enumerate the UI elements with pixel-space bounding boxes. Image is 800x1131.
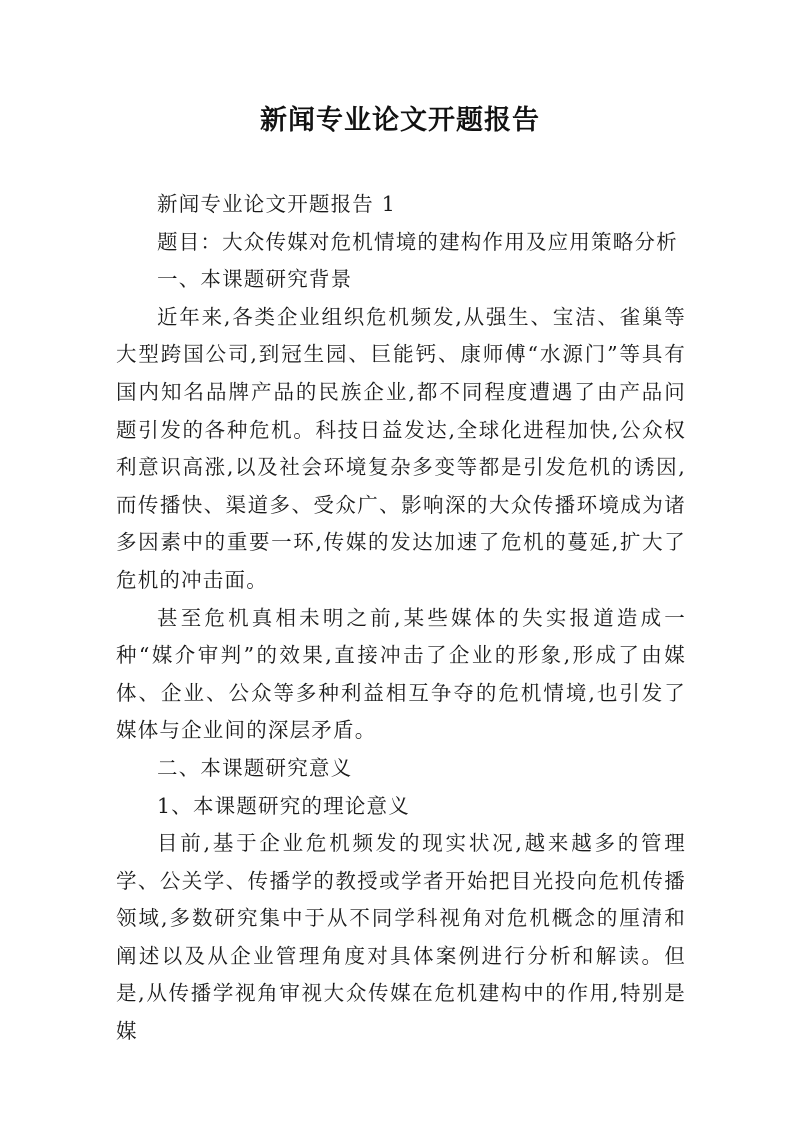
background-paragraph-2: 甚至危机真相未明之前,某些媒体的失实报道造成一种“媒介审判”的效果,直接冲击了企业的形象,形成了由媒体、企业、公众等多种利益相互争夺的危机情境,也引发了媒体与企业间的深层矛盾。 xyxy=(116,605,686,743)
topic-line: 题目：大众传媒对危机情境的建构作用及应用策略分析 xyxy=(157,229,678,254)
document-body xyxy=(116,186,686,1051)
subsection-heading-theory: 1、本课题研究的理论意义 xyxy=(157,793,410,818)
section-heading-significance: 二、本课题研究意义 xyxy=(157,755,353,780)
background-paragraph-1: 近年来,各类企业组织危机频发,从强生、宝洁、雀巢等大型跨国公司,到冠生园、巨能钙、康师傅“水源门”等具有国内知名品牌产品的民族企业,都不同程度遭遇了由产品问题引发的各种危机。科技日益发达,全球化进程加快,公众权利意识高涨,以及社会环境复杂多变等都是引发危机的诱因,而传播快、渠道多、受众广、影响深的大众传播环境成为诸多因素中的重要一环,传媒的发达加速了危机的蔓延,扩大了危机的冲击面。 xyxy=(116,304,686,592)
section-heading-background: 一、本课题研究背景 xyxy=(157,267,353,292)
report-subtitle: 新闻专业论文开题报告 1 xyxy=(157,192,396,216)
theory-paragraph: 目前,基于企业危机频发的现实状况,越来越多的管理学、公关学、传播学的教授或学者开始把目光投向危机传播领域,多数研究集中于从不同学科视角对危机概念的厘清和阐述以及从企业管理角度对具体案例进行分析和解读。但是,从传播学视角审视大众传媒在危机建构中的作用,特别是媒 xyxy=(116,831,686,1044)
document-title: 新闻专业论文开题报告 xyxy=(260,105,540,136)
